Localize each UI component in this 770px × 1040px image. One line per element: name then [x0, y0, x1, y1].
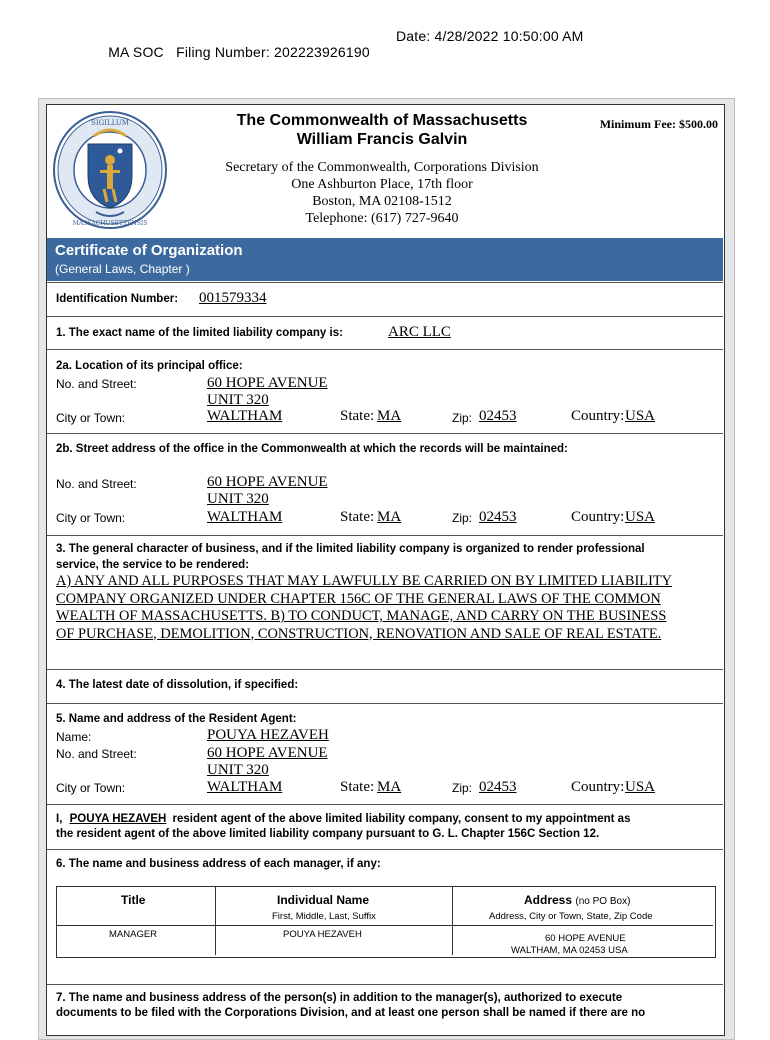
consent-prefix: I, — [56, 813, 63, 825]
divider — [47, 433, 723, 434]
manager-title: MANAGER — [109, 929, 158, 940]
company-name-label: 1. The exact name of the limited liability company is: — [56, 327, 343, 339]
table-divider — [57, 925, 713, 926]
col-address-header — [524, 893, 630, 907]
divider — [47, 849, 723, 850]
street-line-1: 60 HOPE AVENUE — [207, 745, 328, 761]
business-character-label: 3. The general character of business, and if the limited liability company is organized to render professional — [56, 543, 645, 555]
resident-agent-label: 5. Name and address of the Resident Agent: — [56, 713, 297, 725]
agent-name-label: Name: — [56, 730, 92, 744]
divider — [47, 316, 723, 317]
col-address-subheader: Address, City or Town, State, Zip Code — [489, 911, 653, 922]
divider — [47, 535, 723, 536]
address-line-2: Boston, MA 02108-1512 — [312, 194, 452, 209]
zip-label: Zip: — [452, 511, 473, 525]
street-line-1: 60 HOPE AVENUE — [207, 474, 328, 490]
divider — [47, 669, 723, 670]
identification-value: 001579334 — [199, 290, 267, 306]
minimum-fee: Minimum Fee: $500.00 — [599, 117, 718, 131]
consent-agent-name: POUYA HEZAVEH — [69, 813, 167, 825]
division-line: Secretary of the Commonwealth, Corporations Division — [225, 160, 539, 175]
table-divider — [452, 887, 453, 955]
company-name-value: ARC LLC — [388, 324, 451, 340]
principal-office-label: 2a. Location of its principal office: — [56, 360, 243, 372]
identification-label: Identification Number: — [56, 293, 179, 305]
records-office-label: 2b. Street address of the office in the Commonwealth at which the records will be maintained: — [56, 443, 568, 455]
authorized-persons-label: 7. The name and business address of the person(s) in addition to the manager(s), authorized to execute — [56, 992, 623, 1004]
city-label: City or Town: — [56, 411, 126, 425]
divider — [47, 703, 723, 704]
consent-text: resident agent of the above limited liability company, consent to my appointment as — [172, 813, 631, 825]
zip-label: Zip: — [452, 411, 473, 425]
state-label: State: — [340, 408, 375, 424]
zip-value: 02453 — [479, 509, 517, 525]
country-label: Country: — [571, 509, 625, 525]
country-value: USA — [625, 509, 656, 525]
zip-label: Zip: — [452, 781, 473, 795]
commonwealth-title: The Commonwealth of Massachusetts — [236, 112, 528, 129]
street-line-2: UNIT 320 — [207, 762, 269, 778]
manager-address-1: 60 HOPE AVENUE — [545, 933, 626, 944]
business-purpose — [56, 573, 716, 643]
authorized-persons-label-2: documents to be filed with the Corporations Division, and at least one person shall be named if there are no — [56, 1007, 646, 1019]
consent-text-2: the resident agent of the above limited liability company pursuant to G. L. Chapter 156C Section 12. — [56, 828, 600, 840]
managers-table — [56, 886, 716, 958]
zip-value: 02453 — [479, 779, 517, 795]
divider — [47, 282, 723, 283]
col-name-header: Individual Name — [277, 893, 370, 907]
city-value: WALTHAM — [207, 408, 283, 424]
business-character-label-2: service, the service to be rendered: — [56, 559, 250, 571]
state-value: MA — [377, 509, 402, 525]
state-label: State: — [340, 779, 375, 795]
agent-name-value: POUYA HEZAVEH — [207, 727, 329, 743]
col-title-header: Title — [121, 893, 146, 907]
city-value: WALTHAM — [207, 779, 283, 795]
divider — [47, 349, 723, 350]
manager-address-2: WALTHAM, MA 02453 USA — [511, 945, 628, 956]
purpose-line: OF PURCHASE, DEMOLITION, CONSTRUCTION, RENOVATION AND SALE OF REAL ESTATE. — [56, 625, 662, 642]
svg-text:SIGILLUM: SIGILLUM — [91, 119, 129, 127]
certificate-title: Certificate of Organization — [55, 242, 243, 259]
filing-date: Date: 4/28/2022 10:50:00 AM — [396, 28, 584, 44]
street-label: No. and Street: — [56, 377, 137, 391]
filing-header — [100, 28, 584, 76]
zip-value: 02453 — [479, 408, 517, 424]
secretary-name: William Francis Galvin — [296, 131, 468, 148]
table-divider — [215, 887, 216, 955]
city-label: City or Town: — [56, 511, 126, 525]
street-line-1: 60 HOPE AVENUE — [207, 375, 328, 391]
massachusetts-seal-icon — [52, 110, 168, 230]
certificate-subtitle: (General Laws, Chapter ) — [55, 262, 190, 276]
state-value: MA — [377, 779, 402, 795]
address-line-1: One Ashburton Place, 17th floor — [291, 177, 473, 192]
managers-label: 6. The name and business address of each manager, if any: — [56, 858, 381, 870]
country-value: USA — [625, 408, 656, 424]
city-label: City or Town: — [56, 781, 126, 795]
address-header-note: (no PO Box) — [575, 896, 631, 907]
filing-number: MA SOC Filing Number: 202223926190 — [108, 44, 370, 60]
street-line-2: UNIT 320 — [207, 491, 269, 507]
divider — [47, 804, 723, 805]
purpose-line: A) ANY AND ALL PURPOSES THAT MAY LAWFULLY BE CARRIED ON BY LIMITED LIABILITY — [56, 573, 673, 589]
state-value: MA — [377, 408, 402, 424]
state-label: State: — [340, 509, 375, 525]
country-value: USA — [625, 779, 656, 795]
manager-name: POUYA HEZAVEH — [283, 929, 362, 940]
svg-text:MASSACHUSETTENSIS: MASSACHUSETTENSIS — [72, 220, 148, 227]
address-header-label: Address — [524, 893, 573, 907]
divider — [47, 984, 723, 985]
consent-statement — [56, 813, 630, 825]
col-name-subheader: First, Middle, Last, Suffix — [272, 911, 376, 922]
telephone-line: Telephone: (617) 727-9640 — [305, 211, 459, 226]
certificate-banner — [47, 238, 723, 281]
country-label: Country: — [571, 408, 625, 424]
country-label: Country: — [571, 779, 625, 795]
purpose-line: WEALTH OF MASSACHUSETTS. B) TO CONDUCT, MANAGE, AND CARRY ON THE BUSINESS — [56, 608, 667, 624]
street-label: No. and Street: — [56, 747, 137, 761]
street-label: No. and Street: — [56, 477, 137, 491]
dissolution-date-label: 4. The latest date of dissolution, if specified: — [56, 679, 299, 691]
street-line-2: UNIT 320 — [207, 392, 269, 408]
purpose-line: COMPANY ORGANIZED UNDER CHAPTER 156C OF THE GENERAL LAWS OF THE COMMON — [56, 590, 661, 607]
city-value: WALTHAM — [207, 509, 283, 525]
